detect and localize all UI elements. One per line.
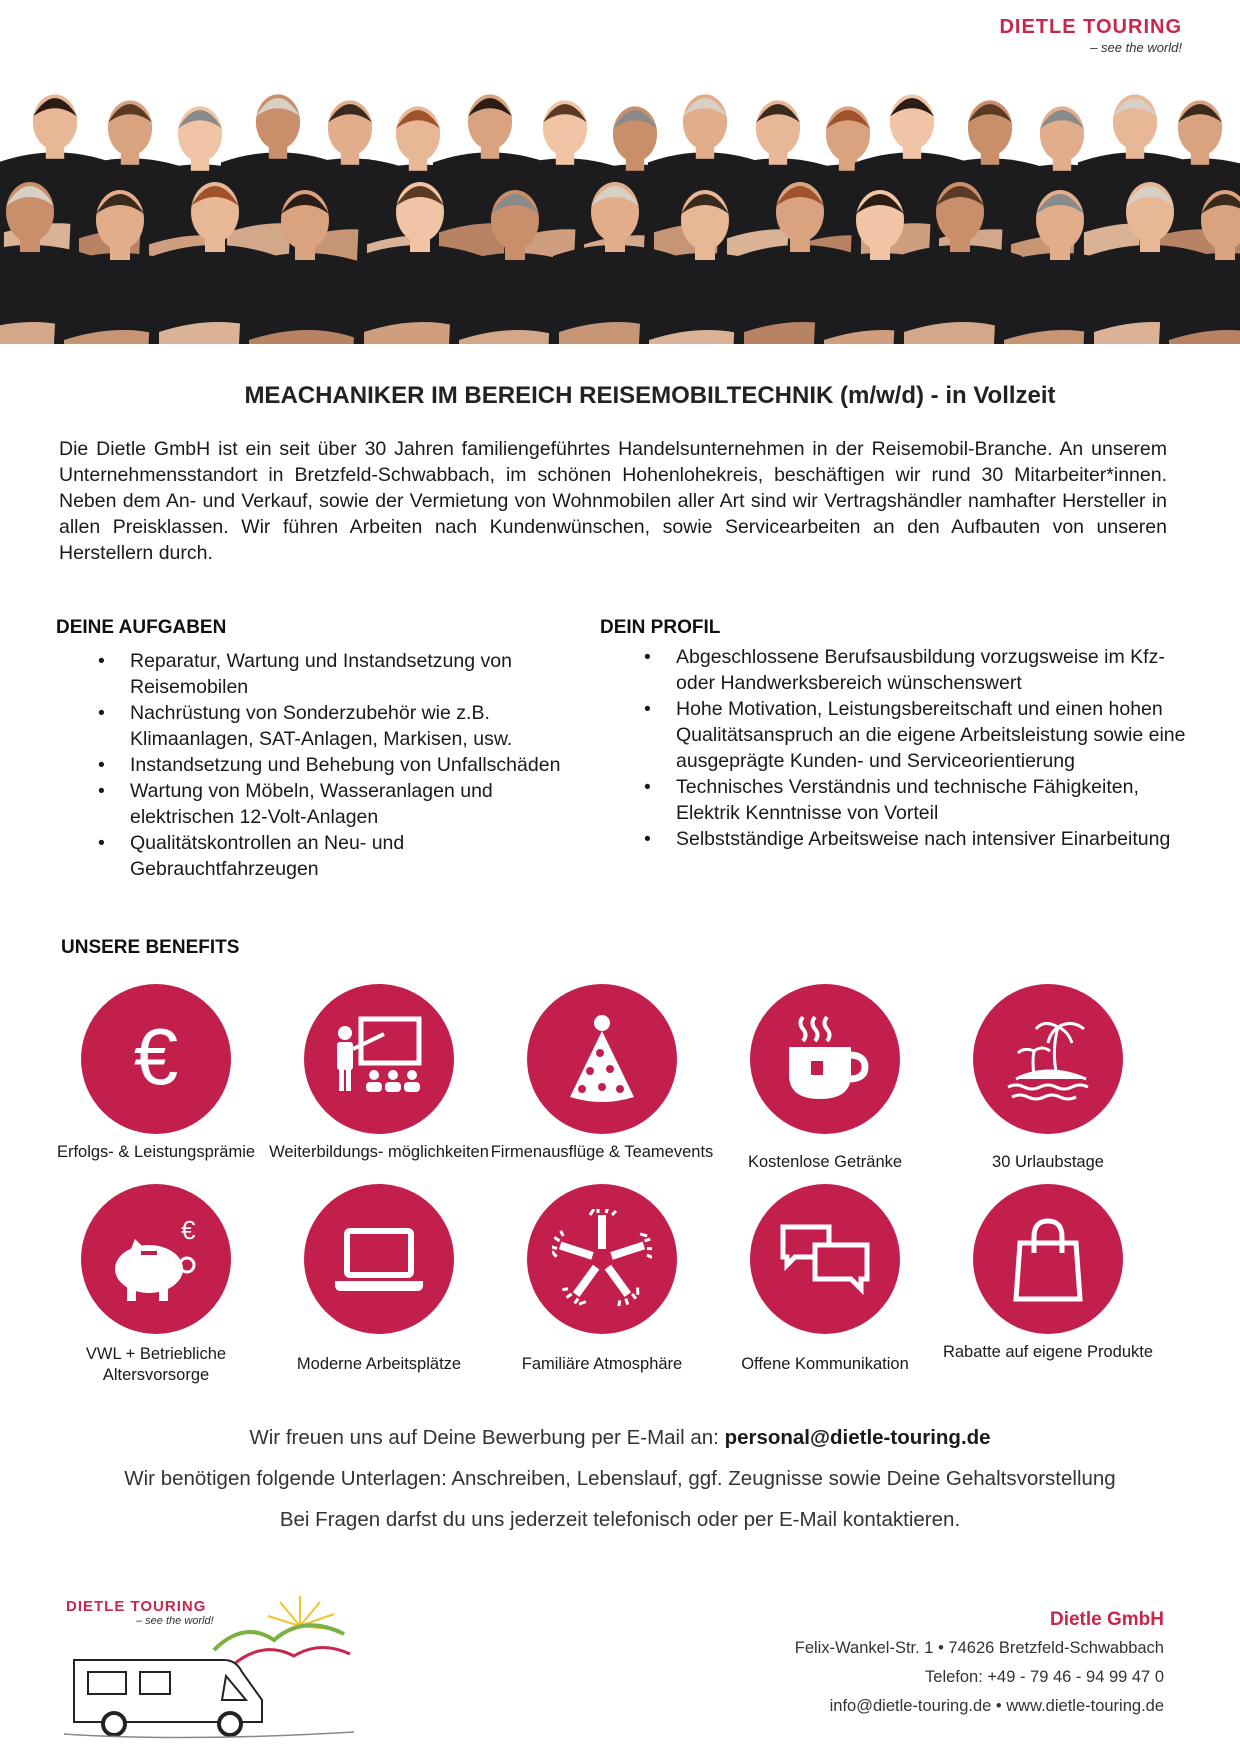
list-item: • Wartung von Möbeln, Wasseranlagen und elektrischen 12-Volt-Anlagen <box>98 780 493 828</box>
application-line-2: Wir benötigen folgende Unterlagen: Anschreiben, Lebenslauf, ggf. Zeugnisse sowie Deine Gehaltsvorstellung <box>124 1467 1116 1490</box>
benefit-label: Rabatte auf eigene Produkte <box>942 1343 1154 1361</box>
laptop-icon <box>304 1184 454 1334</box>
list-item: • Selbstständige Arbeitsweise nach intensiver Einarbeitung <box>644 828 1171 850</box>
list-item: • Hohe Motivation, Leistungsbereitschaft und einen hohen Qualitätsanspruch an die eigene Arbeitsleistung sowie eine ausgeprägte Kunden- und Serviceorientierung <box>644 698 1186 772</box>
contact-block <box>795 1605 1164 1721</box>
palm-island-icon <box>973 984 1123 1134</box>
profile-list <box>644 644 1186 852</box>
benefit-label: Erfolgs- & Leistungsprämie <box>56 1143 256 1161</box>
benefit-label: Firmenausflüge & Teamevents <box>490 1143 714 1161</box>
footer-logo-brand: DIETLE TOURING <box>66 1598 214 1615</box>
speech-bubbles-icon <box>750 1184 900 1334</box>
list-item: • Qualitätskontrollen an Neu- und Gebrauchtfahrzeugen <box>98 832 405 880</box>
application-prefix: Wir freuen uns auf Deine Bewerbung per E-Mail an: <box>249 1426 725 1449</box>
company-phone: Telefon: +49 - 79 46 - 94 99 47 0 <box>925 1668 1164 1686</box>
header-logo <box>999 16 1182 55</box>
euro-icon <box>81 984 231 1134</box>
benefit-label: Kostenlose Getränke <box>747 1153 903 1171</box>
tasks-list <box>98 648 590 882</box>
application-email[interactable]: personal@dietle-touring.de <box>724 1426 991 1449</box>
benefit-label: VWL + Betriebliche Altersvorsorge <box>85 1345 227 1384</box>
company-address: Felix-Wankel-Str. 1 • 74626 Bretzfeld-Schwabbach <box>794 1639 1164 1657</box>
list-item: • Nachrüstung von Sonderzubehör wie z.B. Klimaanlagen, SAT-Anlagen, Markisen, usw. <box>98 702 513 750</box>
intro-paragraph: Die Dietle GmbH ist ein seit über 30 Jahren familiengeführtes Handelsunternehmen in der Reisemobil-Branche. An unserem Unternehmensstandort in Bretzfeld-Schwabbach, im schönen Hohenlohekreis, beschäftigen wir rund 30 Mitarbeiter*innen. Neben dem An- und Verkauf, sowie der Vermietung von Wohnmobilen aller Art sind wir Vertragshändler namhafter Hersteller in allen Preisklassen. Wir führen Arbeiten nach Kundenwünschen, sowie Servicearbeiten an den Aufbauten von unseren Herstellern durch. <box>59 438 1167 564</box>
benefit-label: 30 Urlaubstage <box>992 1153 1104 1171</box>
company-name: Dietle GmbH <box>1049 1609 1164 1630</box>
svg-text:€: € <box>181 1215 196 1245</box>
company-web[interactable]: info@dietle-touring.de • www.dietle-touring.de <box>829 1697 1164 1715</box>
list-item: • Instandsetzung und Behebung von Unfallschäden <box>98 754 561 776</box>
profile-heading: DEIN PROFIL <box>600 617 721 638</box>
party-hat-icon <box>527 984 677 1134</box>
job-title: MEACHANIKER IM BEREICH REISEMOBILTECHNIK (m/w/d) - in Vollzeit <box>244 382 1056 409</box>
teacher-icon <box>304 984 454 1134</box>
list-item: • Abgeschlossene Berufsausbildung vorzugsweise im Kfz- oder Handwerksbereich wünschenswert <box>644 646 1165 694</box>
list-item: • Technisches Verständnis und technische Fähigkeiten, Elektrik Kenntnisse von Vorteil <box>644 776 1139 824</box>
benefit-label: Moderne Arbeitsplätze <box>296 1355 462 1373</box>
hands-circle-icon <box>527 1184 677 1334</box>
list-item: • Reparatur, Wartung und Instandsetzung von Reisemobilen <box>98 650 512 698</box>
benefits-heading: UNSERE BENEFITS <box>61 937 240 958</box>
footer-logo-tagline: – see the world! <box>136 1615 214 1627</box>
footer-logo-text <box>66 1598 214 1627</box>
team-photo <box>0 82 1240 344</box>
header-tagline: – see the world! <box>1090 40 1182 55</box>
benefit-label: Offene Kommunikation <box>741 1355 909 1373</box>
application-line-3: Bei Fragen darfst du uns jederzeit telefonisch oder per E-Mail kontaktieren. <box>279 1508 961 1531</box>
svg-text:€: € <box>133 1014 179 1101</box>
tasks-heading: DEINE AUFGABEN <box>56 617 227 638</box>
benefit-label: Weiterbildungs- möglichkeiten <box>269 1143 489 1161</box>
piggy-bank-icon <box>81 1184 231 1334</box>
footer-logo <box>64 1590 354 1740</box>
application-line-1 <box>0 1426 1240 1450</box>
coffee-cup-icon <box>750 984 900 1134</box>
header-brand: DIETLE TOURING <box>999 16 1182 38</box>
shopping-bag-icon <box>973 1184 1123 1334</box>
benefit-label: Familiäre Atmosphäre <box>521 1355 683 1373</box>
